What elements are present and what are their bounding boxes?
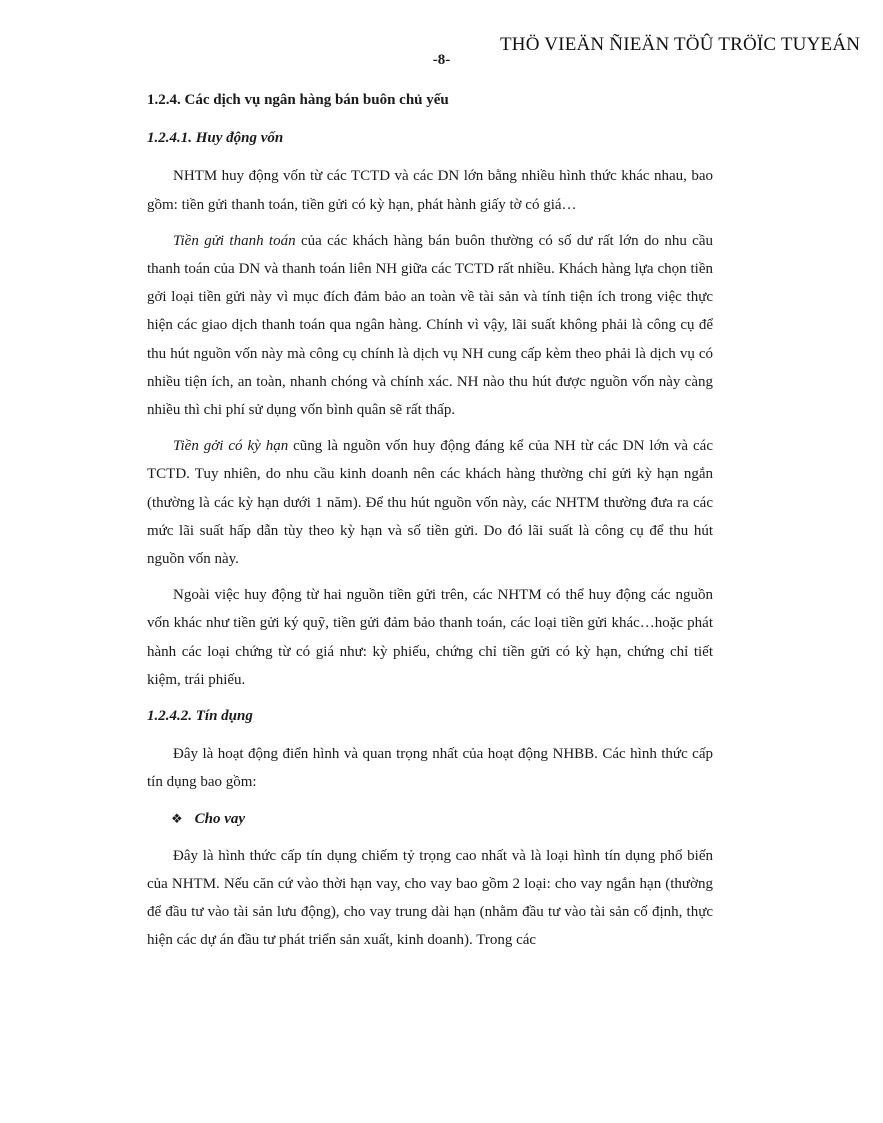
subsection-heading-tin-dung: 1.2.4.2. Tín dụng: [147, 708, 253, 725]
document-body: [147, 86, 713, 963]
paragraph: Ngoài việc huy động từ hai nguồn tiền gửi trên, các NHTM có thể huy động các nguồn vốn khác như tiền gửi ký quỹ, tiền gửi đảm bảo thanh toán, các loại tiền gửi khác…hoặc phát hành các loại chứng từ có giá như: kỳ phiếu, chứng chỉ tiền gửi có kỳ hạn, chứng chỉ tiết kiệm, trái phiếu.: [147, 587, 713, 688]
term-emphasis: Tiền gửi thanh toán: [173, 232, 296, 249]
paragraph-text: cũng là nguồn vốn huy động đáng kể của NH từ các DN lớn và các TCTD. Tuy nhiên, do nhu cầu kinh doanh nên các khách hàng thường chỉ gửi kỳ hạn ngắn (thường là các kỳ hạn dưới 1 năm). Để thu hút nguồn vốn này, các NHTM thường đưa ra các mức lãi suất hấp dẫn tùy theo kỳ hạn và số tiền gửi. Do đó lãi suất là công cụ để thu hút nguồn vốn này.: [147, 438, 713, 568]
diamond-bullet-icon: ❖: [171, 811, 183, 827]
paragraph-text: của các khách hàng bán buôn thường có số dư rất lớn do nhu cầu thanh toán của DN và thanh toán liên NH giữa các TCTD rất nhiều. Khách hàng lựa chọn tiền gởi loại tiền gửi này vì mục đích đảm bảo an toàn về tài sản và tính tiện ích trong việc thực hiện các giao dịch thanh toán qua ngân hàng. Chính vì vậy, lãi suất không phải là công cụ để thu hút nguồn vốn này mà công cụ chính là dịch vụ NH cung cấp kèm theo phải là dịch vụ có nhiều tiện ích, an toàn, nhanh chóng và chính xác. NH nào thu hút được nguồn vốn này càng nhiều thì chi phí sử dụng vốn bình quân sẽ rất thấp.: [147, 232, 713, 419]
page-number: -8-: [432, 52, 451, 68]
subsection-heading-huy-dong-von: 1.2.4.1. Huy động vốn: [147, 130, 284, 147]
paragraph: [147, 227, 713, 424]
paragraph: Đây là hoạt động điển hình và quan trọng nhất của hoạt động NHBB. Các hình thức cấp tín dụng bao gồm:: [147, 746, 713, 791]
paragraph: NHTM huy động vốn từ các TCTD và các DN lớn bằng nhiều hình thức khác nhau, bao gồm: tiền gửi thanh toán, tiền gửi có kỳ hạn, phát hành giấy tờ có giá…: [147, 168, 713, 213]
term-emphasis: Tiền gởi có kỳ hạn: [173, 438, 289, 455]
bullet-heading-text: Cho vay: [194, 810, 246, 827]
section-heading: 1.2.4. Các dịch vụ ngân hàng bán buôn chủ yếu: [147, 92, 449, 108]
library-watermark: THÖ VIEÄN ÑIEÄN TÖÛ TRÖÏC TUYEÁN: [500, 34, 861, 55]
paragraph: [147, 432, 713, 573]
paragraph: Đây là hình thức cấp tín dụng chiếm tỷ trọng cao nhất và là loại hình tín dụng phổ biến của NHTM. Nếu căn cứ vào thời hạn vay, cho vay bao gồm 2 loại: cho vay ngắn hạn (thường để đầu tư vào tài sản lưu động), cho vay trung dài hạn (nhằm đầu tư vào tài sản cố định, thực hiện các dự án đầu tư phát triển sản xuất, kinh doanh). Trong các: [147, 847, 713, 949]
bullet-heading: [171, 805, 713, 834]
